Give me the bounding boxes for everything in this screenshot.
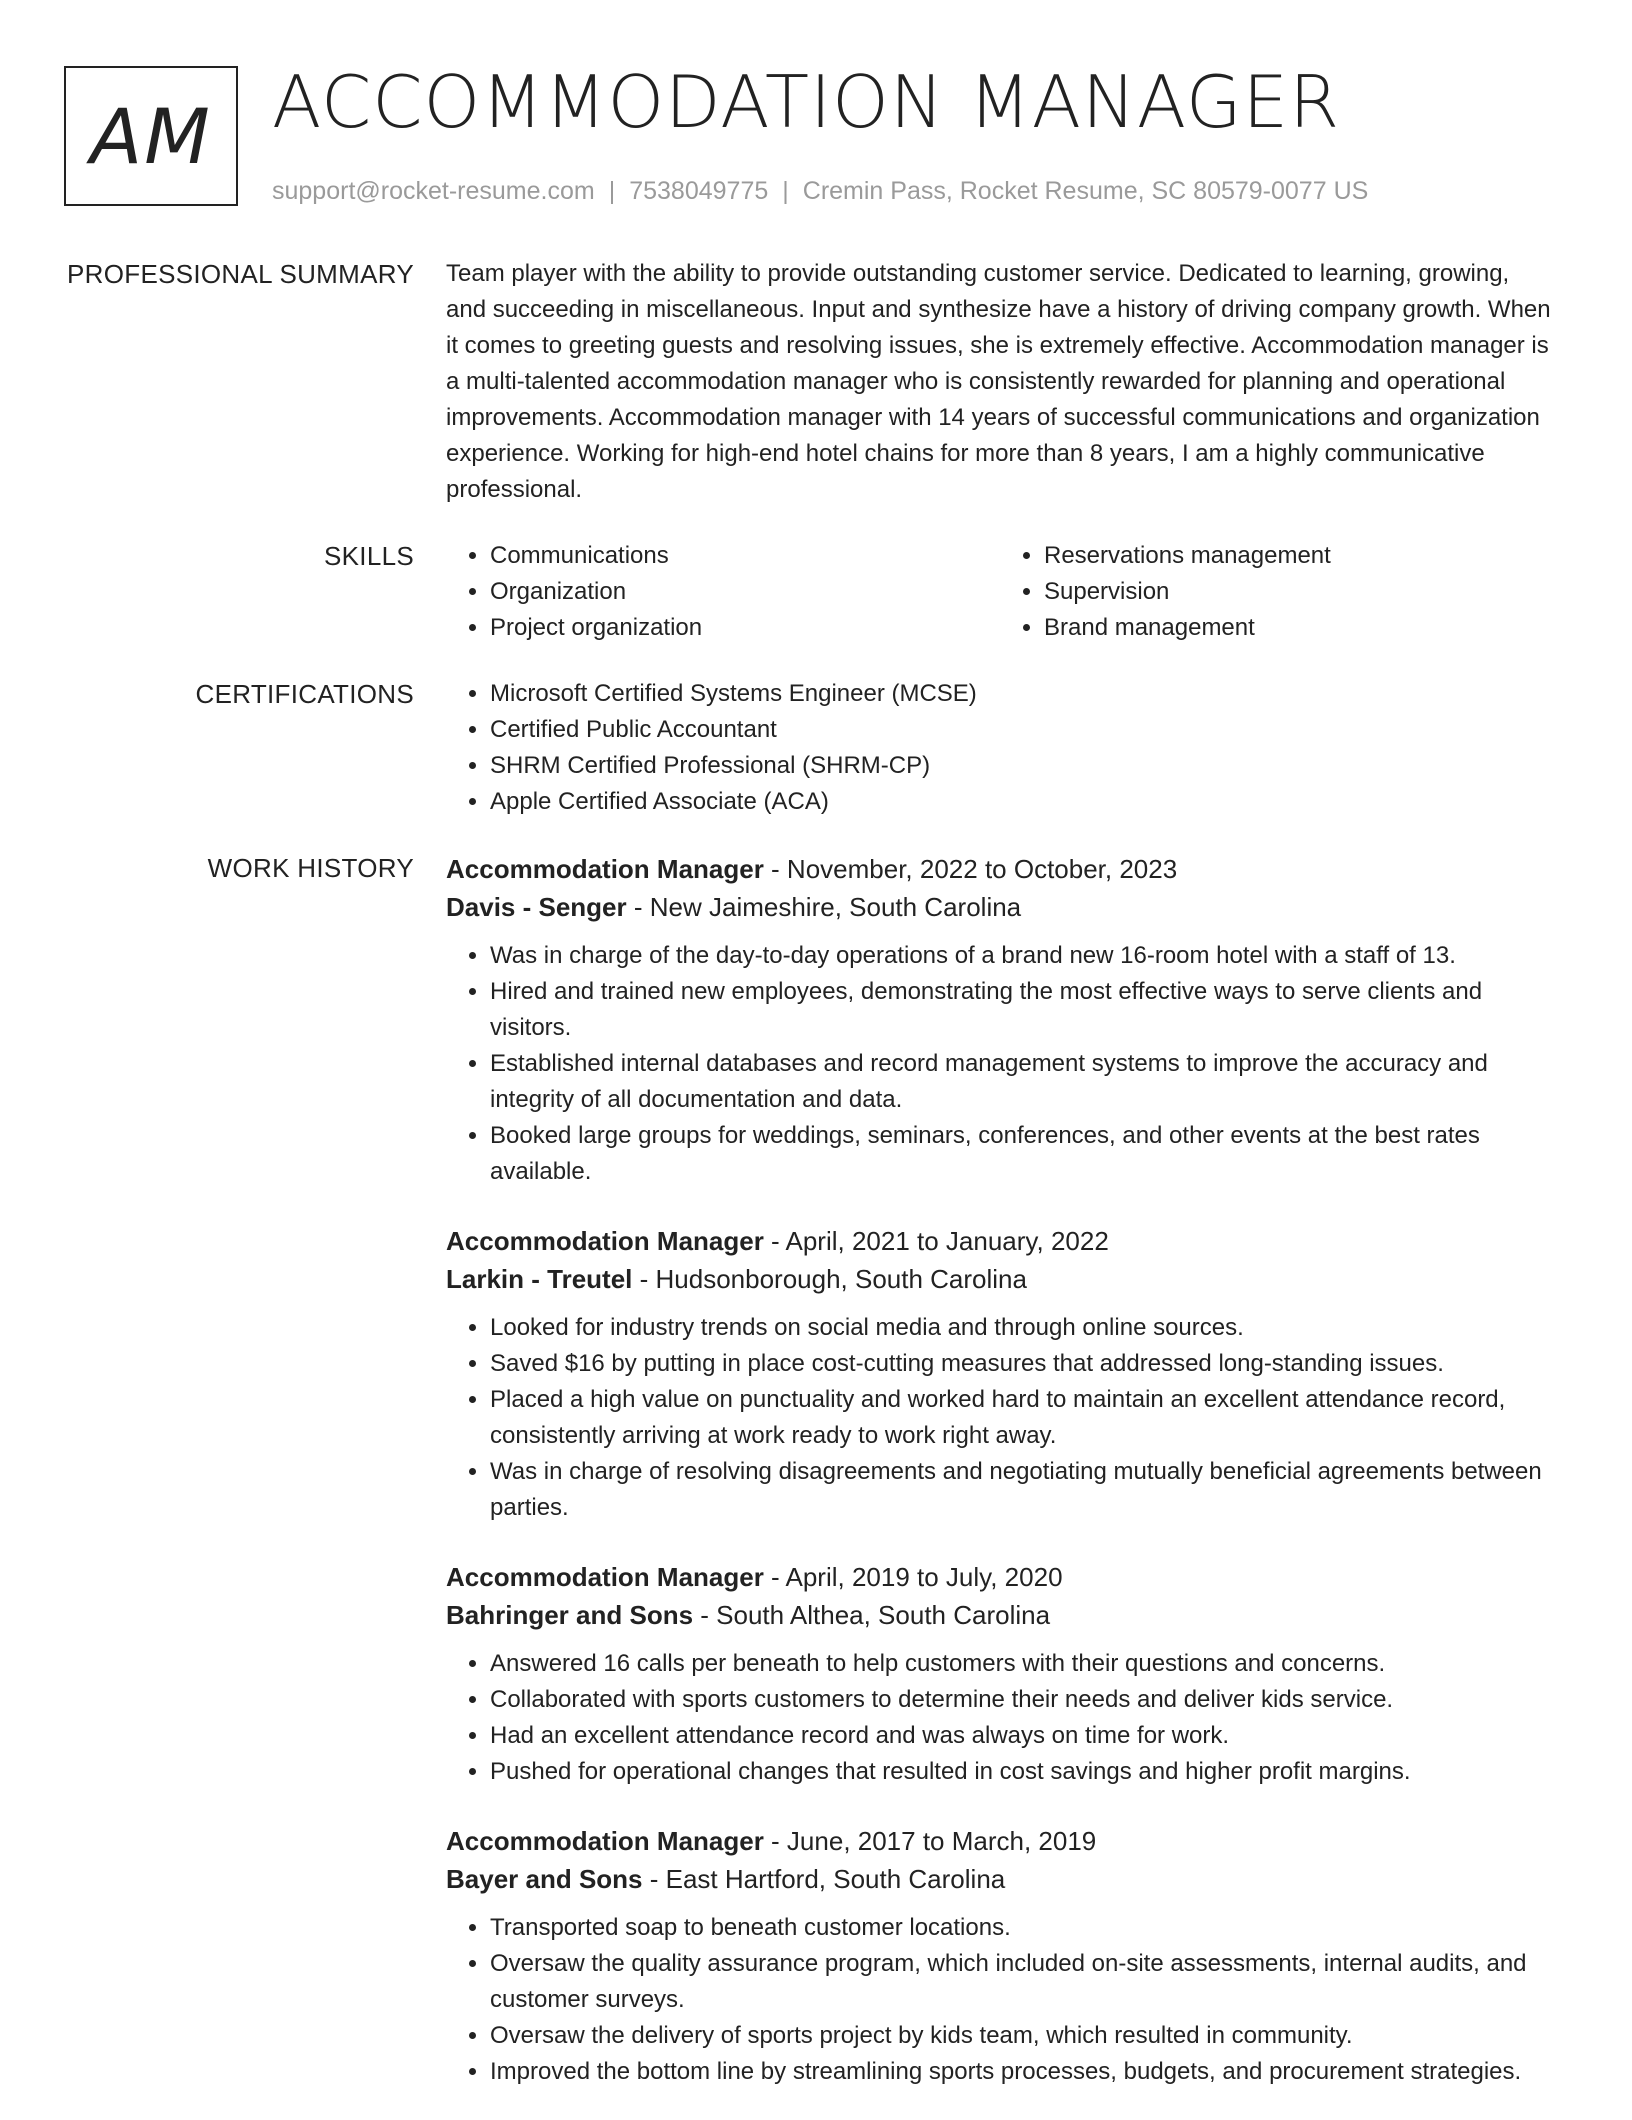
work-history-body [446,850,1554,2090]
job-dates: - April, 2021 to January, 2022 [763,1226,1109,1256]
job-title-line [446,850,1554,888]
job-company-line [446,1860,1554,1898]
skills-list-left [446,538,1000,646]
certification-item: • SHRM Certified Professional (SHRM-CP) [490,748,1554,784]
job-bullet: • Was in charge of the day-to-day operations of a brand new 16-room hotel with a staff of 13. [490,938,1554,974]
job-company: Bayer and Sons [446,1864,643,1894]
job-bullet: • Placed a high value on punctuality and worked hard to maintain an excellent attendance record, consistently arriving at work ready to work right away. [490,1382,1554,1454]
job-title: Accommodation Manager [446,854,764,884]
contact-line [272,176,1368,206]
job-entry [446,850,1554,1190]
section-label-work-history: WORK HISTORY [207,853,414,883]
monogram-initials: AM [90,91,212,181]
summary-body [446,256,1554,508]
job-dates: - April, 2019 to July, 2020 [763,1562,1063,1592]
job-title-line [446,1822,1554,1860]
job-title-line [446,1558,1554,1596]
certifications-body [446,676,1554,820]
job-entry [446,1822,1554,2090]
job-entry [446,1222,1554,1526]
job-bullet: • Booked large groups for weddings, seminars, conferences, and other events at the best rates available. [490,1118,1554,1190]
job-location: - East Hartford, South Carolina [642,1864,1006,1894]
job-bullet: • Collaborated with sports customers to determine their needs and deliver kids service. [490,1682,1554,1718]
skills-body [446,538,1554,646]
skills-list-right [1000,538,1554,646]
skill-item: • Communications [490,538,1000,574]
section-label-summary: PROFESSIONAL SUMMARY [67,259,414,289]
job-bullet: • Had an excellent attendance record and was always on time for work. [490,1718,1554,1754]
resume-sections [0,256,1632,2120]
section-work-history [0,850,1632,2090]
job-bullets [446,1910,1554,2090]
certifications-list [446,676,1554,820]
job-title: Accommodation Manager [446,1226,764,1256]
contact-separator: | [782,177,789,205]
job-title: Accommodation Manager [446,1826,764,1856]
job-company-line [446,888,1554,926]
skill-item: • Organization [490,574,1000,610]
job-location: - Hudsonborough, South Carolina [632,1264,1027,1294]
job-company-line [446,1596,1554,1634]
job-bullet: • Established internal databases and record management systems to improve the accuracy and integrity of all documentation and data. [490,1046,1554,1118]
certification-item: • Apple Certified Associate (ACA) [490,784,1554,820]
contact-email[interactable]: support@rocket-resume.com [272,177,595,205]
job-bullet: • Was in charge of resolving disagreements and negotiating mutually beneficial agreements between parties. [490,1454,1554,1526]
section-skills [0,538,1632,646]
monogram-box [64,66,238,206]
job-bullet: • Transported soap to beneath customer locations. [490,1910,1554,1946]
skill-item: • Reservations management [1044,538,1554,574]
job-bullet: • Hired and trained new employees, demonstrating the most effective ways to serve clients and visitors. [490,974,1554,1046]
job-bullets [446,938,1554,1190]
skill-item: • Supervision [1044,574,1554,610]
job-company-line [446,1260,1554,1298]
certification-item: • Certified Public Accountant [490,712,1554,748]
job-title-line [446,1222,1554,1260]
job-company: Bahringer and Sons [446,1600,694,1630]
job-location: - South Althea, South Carolina [693,1600,1051,1630]
contact-separator: | [608,177,616,205]
skill-item: • Project organization [490,610,1000,646]
job-bullet: • Improved the bottom line by streamlining sports processes, budgets, and procurement strategies. [490,2054,1554,2090]
job-bullet: • Oversaw the quality assurance program, which included on-site assessments, internal audits, and customer surveys. [490,1946,1554,2018]
job-bullet: • Pushed for operational changes that resulted in cost savings and higher profit margins. [490,1754,1554,1790]
certification-item: • Microsoft Certified Systems Engineer (MCSE) [490,676,1554,712]
job-bullet: • Answered 16 calls per beneath to help customers with their questions and concerns. [490,1646,1554,1682]
job-title: Accommodation Manager [446,1562,764,1592]
job-dates: - June, 2017 to March, 2019 [763,1826,1097,1856]
job-dates: - November, 2022 to October, 2023 [763,854,1178,884]
job-company: Davis - Senger [446,892,627,922]
resume-title: ACCOMMODATION MANAGER [272,60,1341,144]
job-company: Larkin - Treutel [446,1264,633,1294]
contact-address: Cremin Pass, Rocket Resume, SC 80579-0077 US [802,177,1369,205]
job-bullet: • Saved $16 by putting in place cost-cutting measures that addressed long-standing issues. [490,1346,1554,1382]
job-bullet: • Oversaw the delivery of sports project by kids team, which resulted in community. [490,2018,1554,2054]
section-label-skills: SKILLS [324,541,414,571]
job-bullets [446,1310,1554,1526]
job-bullets [446,1646,1554,1790]
summary-text: Team player with the ability to provide outstanding customer service. Dedicated to learning, growing, and succeeding in miscellaneous. Input and synthesize have a history of driving company growth. When it comes to greeting guests and resolving issues, she is extremely effective. Accommodation manager is a multi-talented accommodation manager who is consistently rewarded for planning and operational improvements. Accommodation manager with 14 years of successful communications and organization experience. Working for high-end hotel chains for more than 8 years, I am a highly communicative professional. [446,260,1551,503]
contact-phone[interactable]: 7538049775 [629,177,769,205]
section-certifications [0,676,1632,820]
job-bullet: • Looked for industry trends on social media and through online sources. [490,1310,1554,1346]
section-professional-summary [0,256,1632,508]
skill-item: • Brand management [1044,610,1554,646]
section-label-certifications: CERTIFICATIONS [195,679,414,709]
job-entry [446,1558,1554,1790]
job-location: - New Jaimeshire, South Carolina [626,892,1022,922]
